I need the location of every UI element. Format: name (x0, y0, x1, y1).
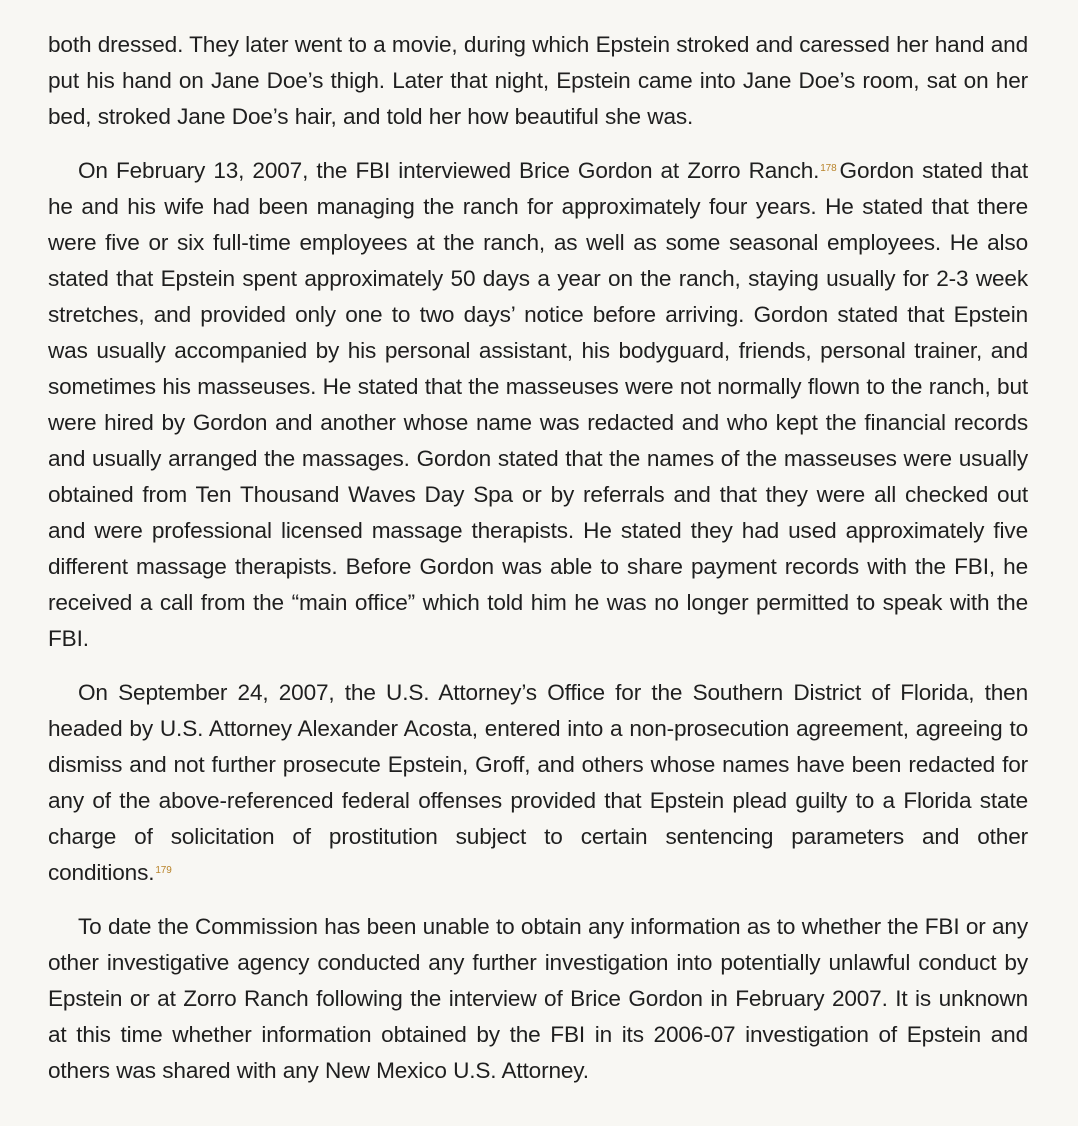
paragraph-2-text-a: On February 13, 2007, the FBI interviewed Brice Gordon at Zorro Ranch. (78, 158, 820, 183)
paragraph-4-text: To date the Commission has been unable to obtain any information as to whether the FBI or any other investigative agency conducted any further investigation into potentially unlawful conduct by Epstein or at Zorro Ranch following the interview of Brice Gordon in February 2007. It is unknown at this time whether information obtained by the FBI in its 2006-07 investigation of Epstein and others was shared with any New Mexico U.S. Attorney. (48, 914, 1028, 1083)
paragraph-3-text: On September 24, 2007, the U.S. Attorney’s Office for the Southern District of Florida, then headed by U.S. Attorney Alexander Acosta, entered into a non-prosecution agreement, agreeing to dismiss and not further prosecute Epstein, Groff, and others whose names have been redacted for any of the above-referenced federal offenses provided that Epstein plead guilty to a Florida state charge of solicitation of prostitution subject to certain sentencing parameters and other conditions. (48, 680, 1028, 885)
paragraph-1-text: both dressed. They later went to a movie, during which Epstein stroked and caressed her hand and put his hand on Jane Doe’s thigh. Later that night, Epstein came into Jane Doe’s room, sat on her bed, stroked Jane Doe’s hair, and told her how beautiful she was. (48, 32, 1028, 129)
paragraph-3 (48, 675, 1028, 891)
footnote-179-link[interactable]: 179 (155, 865, 172, 876)
footnote-178-link[interactable]: 178 (820, 163, 837, 174)
paragraph-1 (48, 27, 1028, 135)
paragraph-4 (48, 909, 1028, 1089)
paragraph-2-text-b: Gordon stated that he and his wife had been managing the ranch for approximately four years. He stated that there were five or six full-time employees at the ranch, as well as some seasonal employees. He also stated that Epstein spent approximately 50 days a year on the ranch, staying usually for 2-3 week stretches, and provided only one to two days’ notice before arriving. Gordon stated that Epstein was usually accompanied by his personal assistant, his bodyguard, friends, personal trainer, and sometimes his masseuses. He stated that the masseuses were not normally flown to the ranch, but were hired by Gordon and another whose name was redacted and who kept the financial records and usually arranged the massages. Gordon stated that the names of the masseuses were usually obtained from Ten Thousand Waves Day Spa or by referrals and that they were all checked out and were professional licensed massage therapists. He stated they had used approximately five different massage therapists. Before Gordon was able to share payment records with the FBI, he received a call from the “main office” which told him he was no longer permitted to speak with the FBI. (48, 158, 1028, 651)
paragraph-2 (48, 153, 1028, 657)
